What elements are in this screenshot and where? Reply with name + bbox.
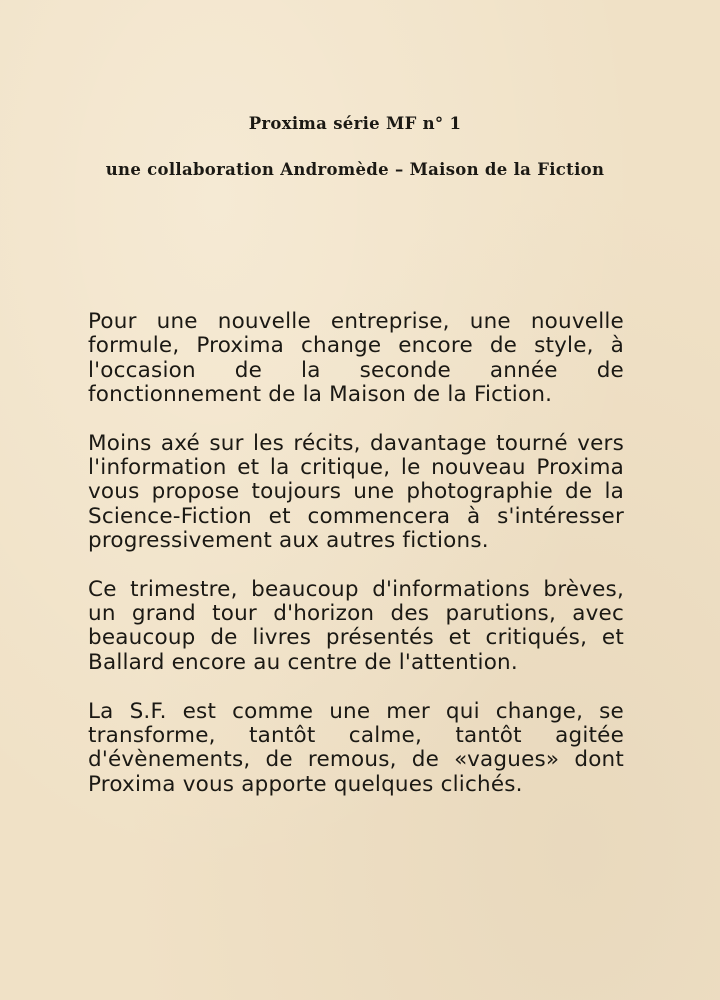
paragraph-quarter: Ce trimestre, beaucoup d'informations brèves, un grand tour d'horizon des parutions, avec beaucoup de livres présentés et critiqués, et Ballard encore au centre de l'attention. [88, 576, 624, 675]
series-title: Proxima série MF n° 1 [248, 114, 462, 133]
paragraph-focus: Moins axé sur les récits, davantage tourné vers l'information et la critique, le nouveau Proxima vous propose toujours une photographie de la Science-Fiction et commencera à s'intéresser progressivement aux autres fictions. [88, 430, 624, 553]
collaboration-subtitle: une collaboration Andromède – Maison de la Fiction [105, 160, 605, 179]
paragraph-intro: Pour une nouvelle entreprise, une nouvelle formule, Proxima change encore de style, à l'occasion de la seconde année de fonctionnement de la Maison de la Fiction. [88, 309, 624, 407]
editorial-text [88, 310, 624, 821]
paragraph-closing: La S.F. est comme une mer qui change, se transforme, tantôt calme, tantôt agitée d'évènements, de remous, de «vagues» dont Proxima vous apporte quelques clichés. [88, 698, 624, 797]
